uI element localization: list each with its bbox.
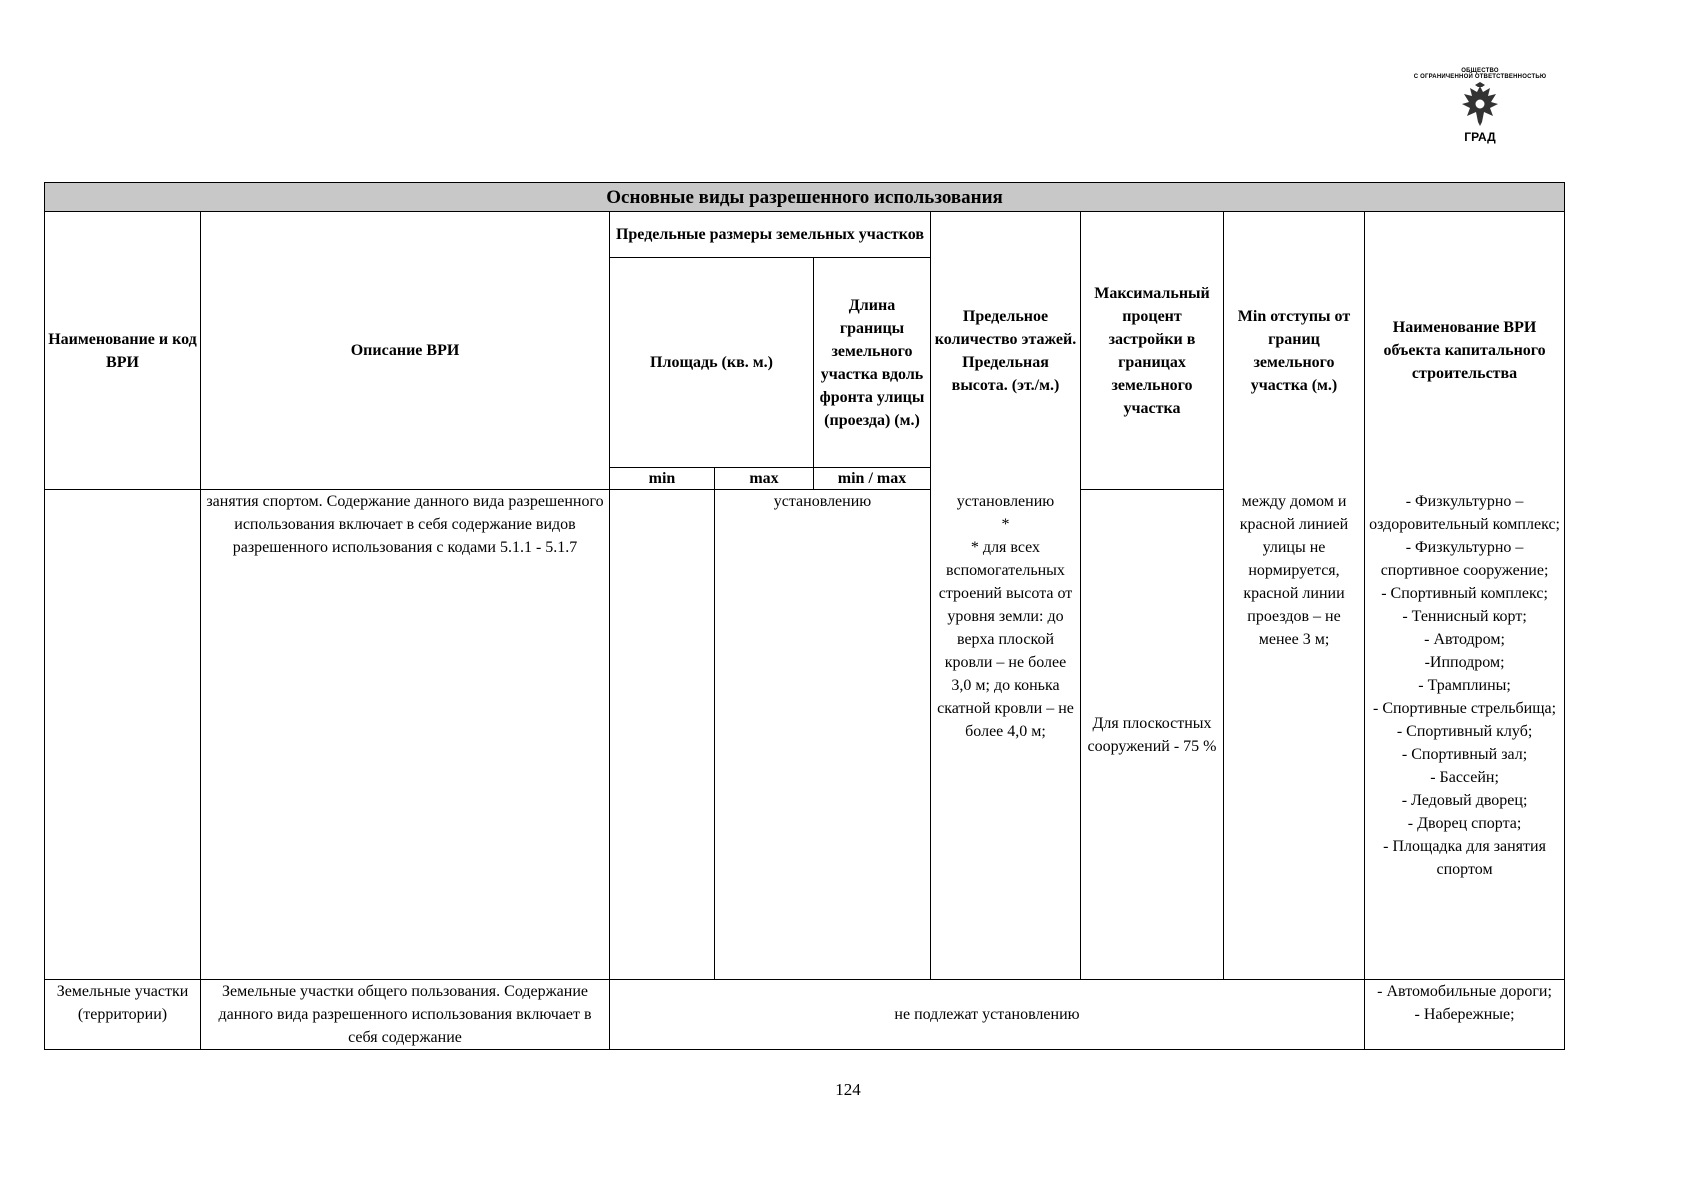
row2-merged-note: не подлежат установлению [610,980,1365,1050]
row1-max-percent: Для плоскостных сооружений - 75 % [1081,490,1224,980]
table-row [45,490,1565,980]
row1-floors: установлению * * для всех вспомогательных строений высота от уровня земли: до верха плоской кровли – не более 3,0 м; до конька скатной кровли – не более 4,0 м; [931,490,1081,980]
row1-objects: - Физкультурно – оздоровительный комплекс; - Физкультурно – спортивное сооружение; - Спортивный комплекс; - Теннисный корт; - Автодром; -Ипподром; - Трамплины; - Спортивные стрельбища; - Спортивный клуб; - Спортивный зал; - Бассейн; - Ледовый дворец; - Дворец спорта; - Площадка для занятия спортом [1365,490,1565,980]
header-min-max: min / max [814,468,931,490]
table-title: Основные виды разрешенного использования [45,183,1565,212]
header-name-code: Наименование и код ВРИ [45,212,201,490]
header-description: Описание ВРИ [201,212,610,490]
row2-objects: - Автомобильные дороги; - Набережные; [1365,980,1565,1050]
row1-sizes-note: установлению [715,490,931,980]
row2-description: Земельные участки общего пользования. Содержание данного вида разрешенного использования включает в себя содержание [201,980,610,1050]
table-row [45,980,1565,1050]
header-object-name: Наименование ВРИ объекта капитального строительства [1365,212,1565,490]
row1-name-cell [45,490,201,980]
company-logo [1390,68,1570,158]
header-area: Площадь (кв. м.) [610,258,814,468]
row1-description: занятия спортом. Содержание данного вида разрешенного использования включает в себя содержание видов разрешенного использования с кодами 5.1.1 - 5.1.7 [201,490,610,980]
row1-area-min [610,490,715,980]
row2-name: Земельные участки (территории) [45,980,201,1050]
page-number: 124 [835,1080,861,1099]
header-limit-sizes: Предельные размеры земельных участков [610,212,931,258]
header-min-setback: Min отступы от границ земельного участка (м.) [1224,212,1365,490]
eagle-emblem-icon [1460,82,1500,130]
header-boundary-length: Длина границы земельного участка вдоль фронта улицы (проезда) (м.) [814,258,931,468]
header-max-percent: Максимальный процент застройки в границах земельного участка [1081,212,1224,490]
logo-org-text: ОБЩЕСТВО С ОГРАНИЧЕННОЙ ОТВЕТСТВЕННОСТЬЮ [1413,68,1547,80]
logo-name: ГРАД [1464,130,1496,144]
header-floors: Предельное количество этажей. Предельная высота. (эт./м.) [931,212,1081,490]
row1-min-setback: между домом и красной линией улицы не нормируется, красной линии проездов – не менее 3 м; [1224,490,1365,980]
permitted-use-table [44,182,1565,1050]
header-min: min [610,468,715,490]
header-max: max [715,468,814,490]
